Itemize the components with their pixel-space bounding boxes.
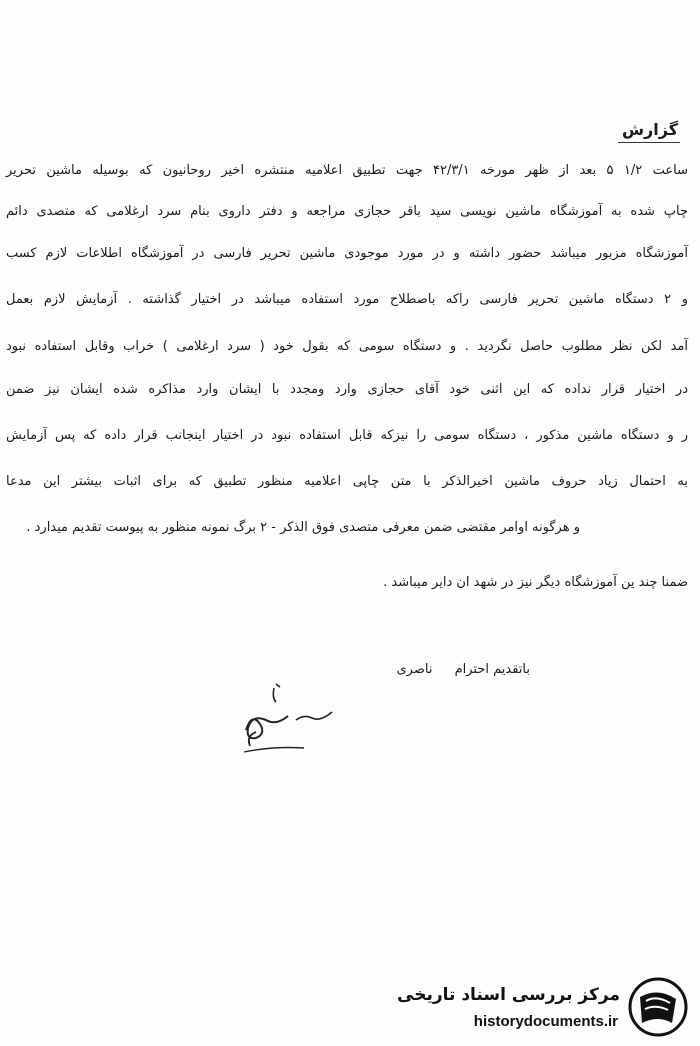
title-underline (618, 142, 680, 143)
archive-book-icon (626, 975, 690, 1039)
body-line-6: در اختیار قرار نداده که این اثنی خود آقای حجازی وارد ومجدد با ایشان وارد مذاکره شده ایشان نیز ضمن (6, 382, 688, 397)
watermark-logo (397, 975, 690, 1039)
closing-salutation: باتقدیم احترام (454, 662, 530, 677)
body-line-3: آموزشگاه مزبور میباشد حضور داشته و در مورد موجودی ماشین تحریر فارسی در آموزشگاه اطلاعات لازم کسب (6, 246, 688, 261)
body-line-4: و ۲ دستگاه ماشین تحریر فارسی راکه باصطلاح مورد استفاده میباشد در اختیار گذاشته . آزمایش لازم بعمل (6, 292, 688, 307)
document-title: گزارش (621, 120, 678, 139)
body-line-5: آمد لکن نظر مطلوب حاصل نگردید . و دستگاه سومی که بقول خود ( سرد ارغلامی ) خراب وقابل استفاده نبود (6, 339, 688, 354)
body-line-7: ر و دستگاه ماشین مذکور ، دستگاه سومی را نیزکه قابل استفاده نبود در اختیار اینجانب قرار داده که پس آزمایش (6, 428, 688, 443)
watermark-url: historydocuments.ir (473, 1013, 618, 1030)
handwritten-signature (226, 680, 346, 760)
body-line-10: ضمنا چند ین آموزشگاه دیگر نیز در شهد ان دایر میباشد . (383, 575, 688, 590)
closing-block (396, 662, 530, 677)
signer-name: ناصری (396, 662, 433, 677)
body-line-2: چاپ شده به آموزشگاه ماشین نویسی سید باقر حجازی مراجعه و دفتر داروی بنام سرد ارغلامی که متصدی دائم (6, 204, 688, 219)
watermark-title: مرکز بررسی اسناد تاریخی (397, 985, 620, 1005)
body-line-9: و هرگونه اوامر مقتضی ضمن معرفی متصدی فوق الذکر - ۲ برگ نمونه منظور به پیوست تقدیم میدارد . (26, 520, 580, 535)
body-line-8: به احتمال زیاد حروف ماشین اخیرالذکر با متن چاپی اعلامیه منظور تطبیق که برای اثبات بیشتر این مدعا (6, 474, 688, 489)
body-line-1: ساعت ۱/۲ ۵ بعد از ظهر مورخه ۴۲/۳/۱ جهت تطبیق اعلامیه منتشره اخیر روحانیون که بوسیله ماشین تحریر (6, 163, 688, 178)
